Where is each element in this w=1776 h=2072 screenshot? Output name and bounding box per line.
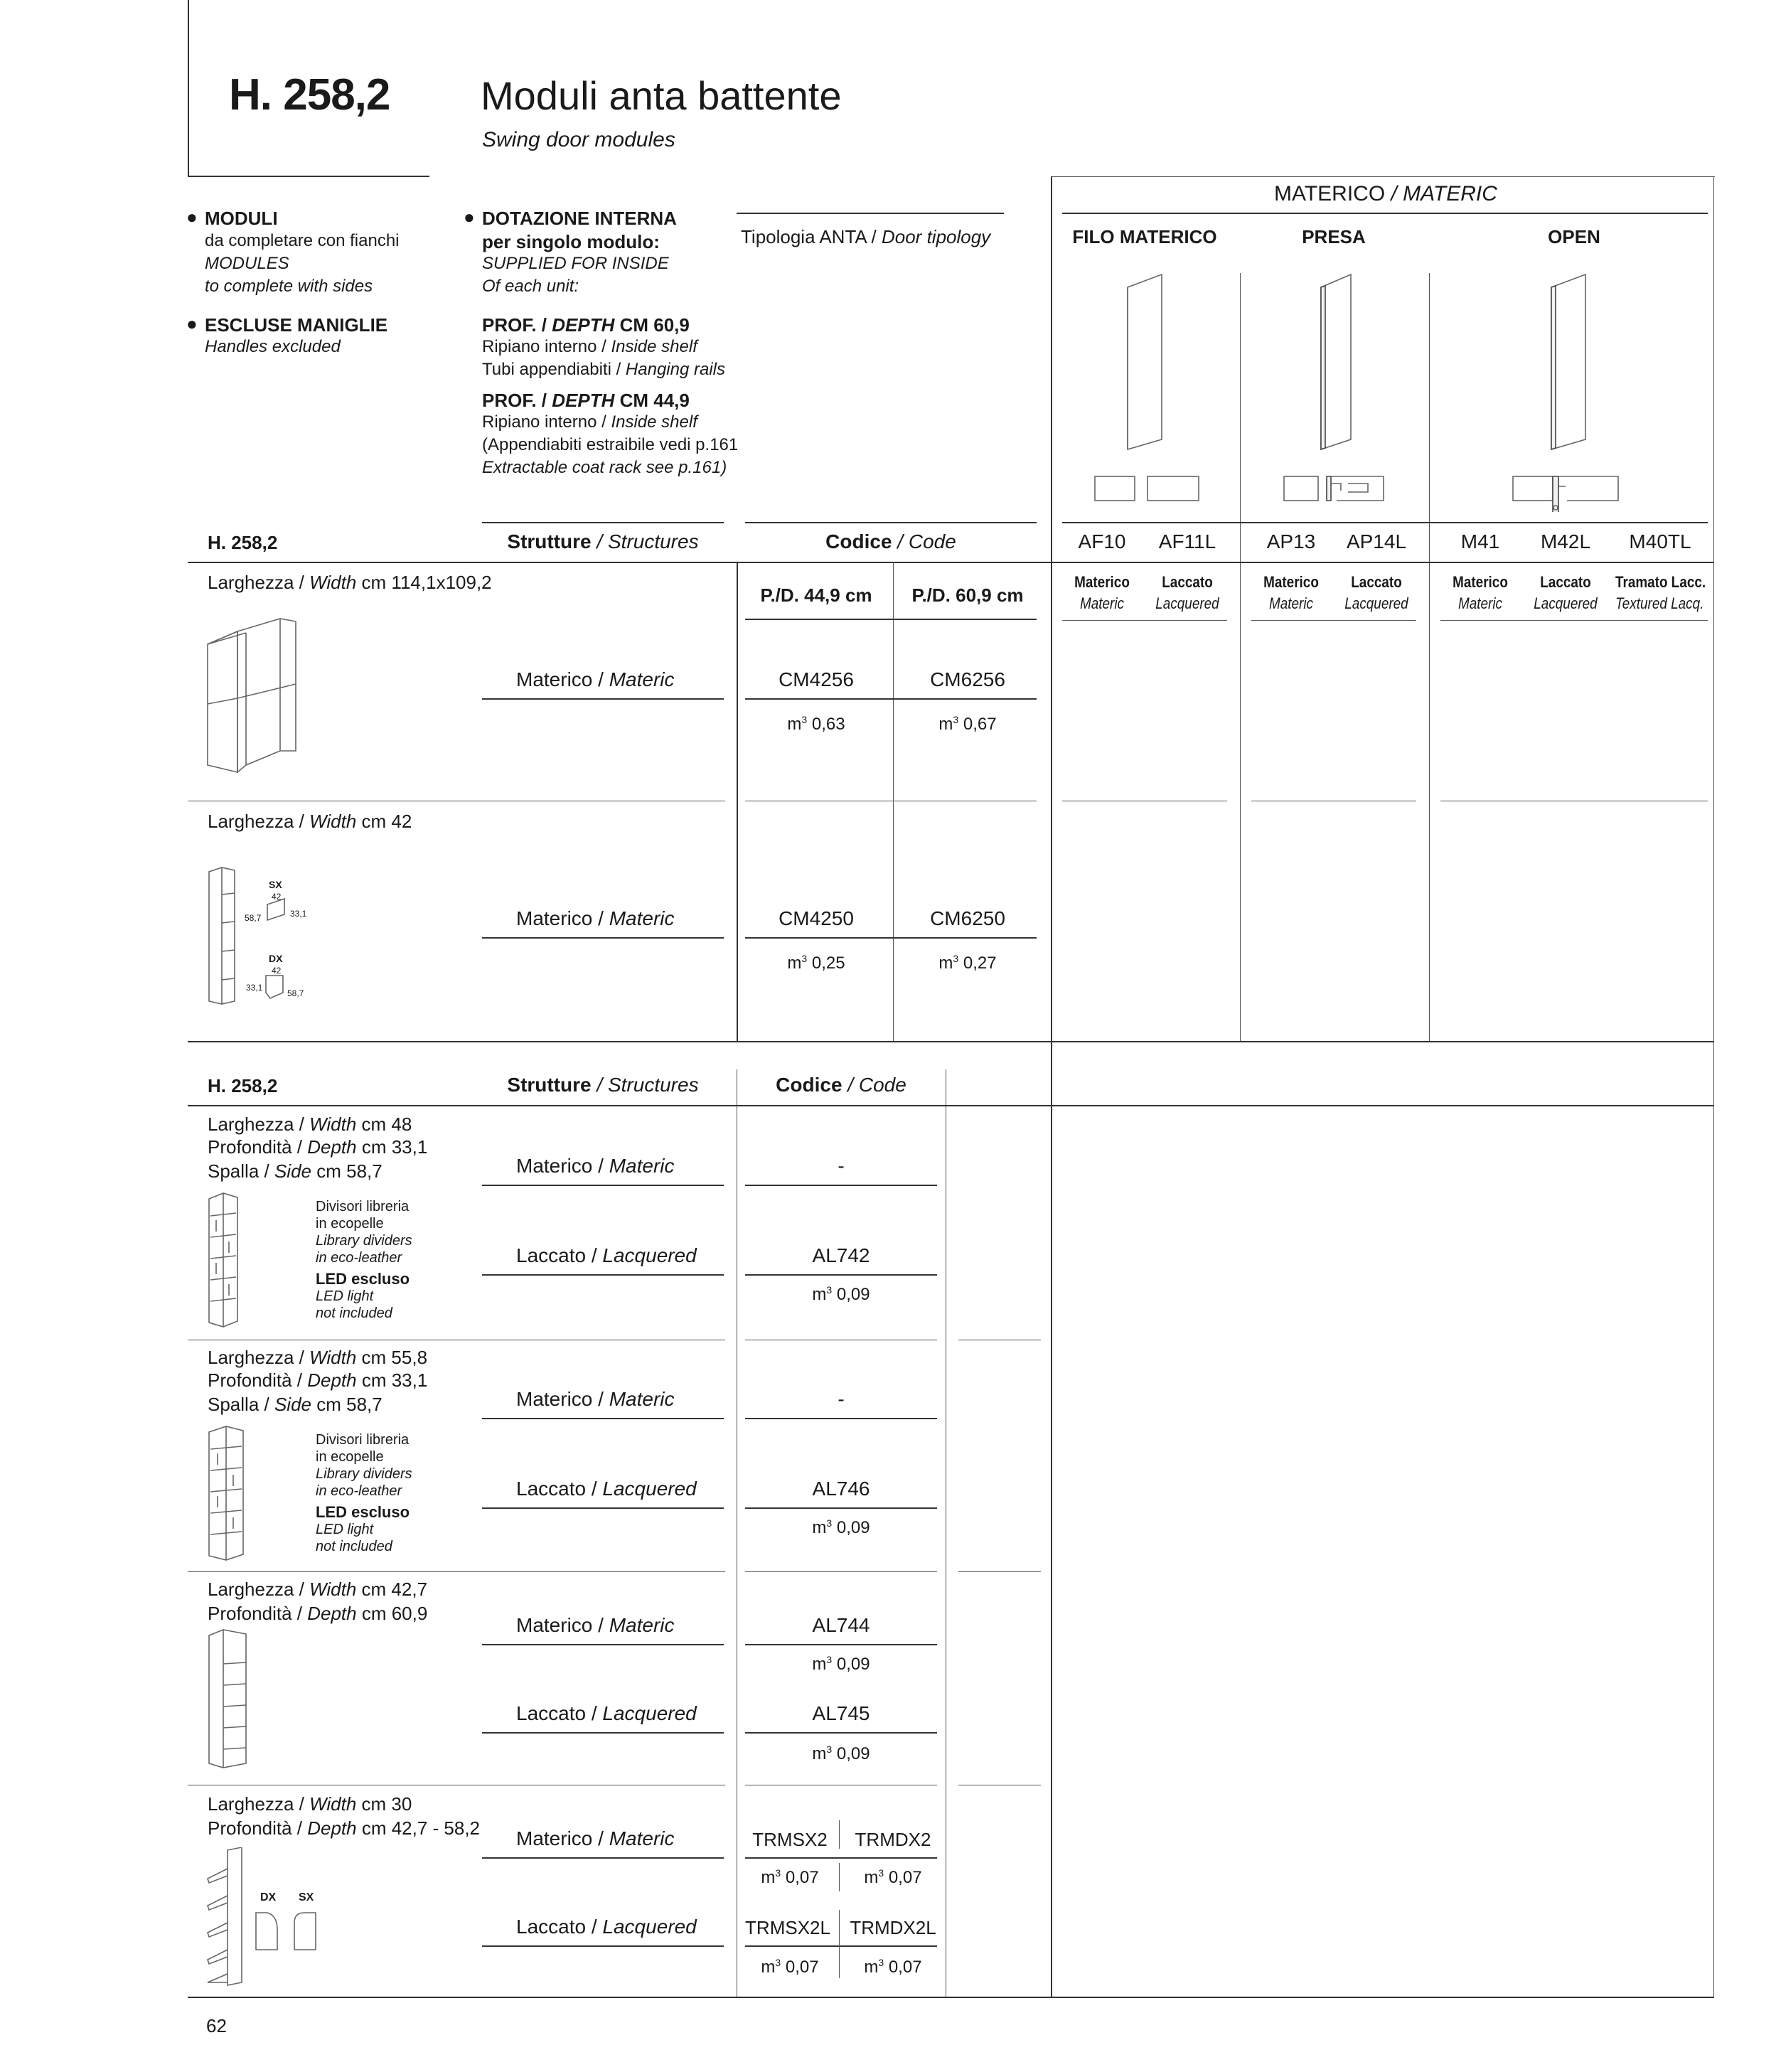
b2-led-l3: not included bbox=[316, 1539, 392, 1554]
t1-bottom bbox=[188, 1041, 1713, 1042]
moduli-line3: to complete with sides bbox=[205, 277, 373, 296]
t1-h-label: H. 258,2 bbox=[208, 532, 278, 553]
prof609-title: PROF. / DEPTH CM 60,9 bbox=[482, 314, 690, 336]
code-m40tl: M40TL bbox=[1629, 530, 1691, 552]
finish-3-en: Lacquered bbox=[1344, 594, 1408, 612]
t1-row1-code-rule bbox=[745, 698, 1037, 700]
t1-row2-structure: Materico / Materic bbox=[516, 907, 675, 929]
t1-row2-vol609: $m^3$ 0,27 bbox=[938, 953, 997, 973]
door-open-drawing bbox=[1512, 270, 1639, 512]
b1-led-l3: not included bbox=[316, 1305, 392, 1321]
t1-row1-vol609: $m^3$ 0,67 bbox=[938, 714, 997, 734]
t1-row1-width: Larghezza / Width cm 114,1x109,2 bbox=[208, 572, 492, 593]
page-title: Moduli anta battente bbox=[481, 73, 842, 118]
finish-4-it: Materico bbox=[1453, 573, 1508, 591]
code-af10: AF10 bbox=[1078, 530, 1126, 552]
b2-mat-rule bbox=[482, 1418, 724, 1419]
diag-dx-331: 33,1 bbox=[246, 983, 263, 993]
b3-lac-vol: $m^3$ 0,09 bbox=[812, 1743, 870, 1763]
b3-mat-code-rule bbox=[745, 1644, 937, 1645]
door-sep-1 bbox=[1240, 273, 1241, 1042]
b2-lac-label: Laccato / Lacquered bbox=[516, 1478, 697, 1500]
finish-2-en: Materic bbox=[1268, 594, 1314, 612]
b3-lac-code-rule bbox=[745, 1732, 937, 1734]
moduli-title: MODULI bbox=[205, 208, 278, 229]
b2-div-l1: Divisori libreria bbox=[316, 1432, 410, 1448]
door-presa-drawing bbox=[1277, 270, 1405, 512]
b2-mat-label: Materico / Materic bbox=[516, 1388, 675, 1410]
b1-led-l1: LED escluso bbox=[316, 1270, 410, 1288]
t1-row2-struct-rule bbox=[482, 937, 724, 939]
b2-lac-code: AL746 bbox=[812, 1478, 870, 1500]
finish-rule-2 bbox=[1251, 620, 1416, 621]
b2-led-l1: LED escluso bbox=[316, 1503, 410, 1521]
page-subtitle: Swing door modules bbox=[482, 128, 675, 151]
moduli-line2: MODULES bbox=[205, 254, 289, 273]
b1-mat-rule bbox=[482, 1185, 724, 1186]
b1-lac-rule bbox=[482, 1274, 724, 1276]
t2-code-header: Codice / Code bbox=[776, 1074, 906, 1096]
b3-mat-rule bbox=[482, 1644, 724, 1645]
b3-bookcase-drawing bbox=[206, 1628, 256, 1771]
t2-h-label: H. 258,2 bbox=[208, 1075, 278, 1096]
materic-group-rule bbox=[1062, 213, 1708, 214]
t1-rule-doors bbox=[1062, 522, 1708, 523]
b4-mat-code-rule bbox=[745, 1857, 937, 1859]
t2-b2-bottom bbox=[188, 1571, 725, 1572]
code-m41: M41 bbox=[1460, 530, 1500, 552]
b3-mat-vol: $m^3$ 0,09 bbox=[812, 1654, 870, 1674]
b4-mat-vol-l: $m^3$ 0,07 bbox=[761, 1867, 819, 1887]
b2-mat-code: - bbox=[838, 1388, 845, 1410]
b3-lac-rule bbox=[482, 1732, 724, 1734]
b1-lac-vol: $m^3$ 0,09 bbox=[812, 1284, 870, 1304]
b4-lac-code-l: TRMSX2L bbox=[745, 1917, 830, 1938]
b1-led-l2: LED light bbox=[316, 1288, 374, 1304]
b4-line1: Larghezza / Width cm 30 bbox=[208, 1793, 412, 1815]
escluse-title: ESCLUSE MANIGLIE bbox=[205, 314, 388, 336]
door-frame-right bbox=[1713, 176, 1714, 1998]
b2-div-l4: in eco-leather bbox=[316, 1483, 402, 1499]
finish-0-en: Materic bbox=[1079, 594, 1125, 612]
t1-row1-code609: CM6256 bbox=[930, 668, 1005, 690]
t2-bottom bbox=[188, 1997, 1713, 1998]
b4-mat-label: Materico / Materic bbox=[516, 1827, 675, 1849]
header-bottom-rule bbox=[188, 176, 429, 177]
b4-terminal-drawing bbox=[203, 1847, 253, 1987]
dotazione-line1: per singolo modulo: bbox=[482, 231, 660, 252]
finish-2-it: Materico bbox=[1263, 573, 1319, 591]
b1-div-l3: Library dividers bbox=[316, 1233, 412, 1249]
prof449-line2: (Appendiabiti estraibile vedi p.161 bbox=[482, 435, 739, 454]
b4-lac-divider bbox=[839, 1910, 840, 1978]
b2-div-l3: Library dividers bbox=[316, 1466, 412, 1482]
t1-row1-structure: Materico / Materic bbox=[516, 668, 675, 690]
bullet: ● bbox=[186, 313, 198, 334]
b4-mat-code-l: TRMSX2 bbox=[752, 1829, 828, 1850]
door-frame-left bbox=[1051, 176, 1052, 1998]
diag-sx-331: 33,1 bbox=[290, 909, 307, 919]
b2-line1: Larghezza / Width cm 55,8 bbox=[208, 1347, 428, 1368]
b2-line3: Spalla / Side cm 58,7 bbox=[208, 1394, 383, 1415]
diag-dx: DX bbox=[269, 953, 283, 964]
t1-row2-code449: CM4250 bbox=[779, 907, 854, 929]
t1-row2-width: Larghezza / Width cm 42 bbox=[208, 811, 412, 832]
dotazione-title: DOTAZIONE INTERNA bbox=[482, 208, 677, 229]
t1-code-mid bbox=[893, 562, 894, 1042]
b2-line2: Profondità / Depth cm 33,1 bbox=[208, 1369, 428, 1391]
finish-rule-1 bbox=[1062, 620, 1227, 621]
moduli-line1: da completare con fianchi bbox=[205, 231, 400, 250]
b3-line1: Larghezza / Width cm 42,7 bbox=[208, 1579, 428, 1600]
b4-lac-vol-l: $m^3$ 0,07 bbox=[761, 1957, 819, 1977]
prof449-line1: Ripiano interno / Inside shelf bbox=[482, 412, 697, 432]
b1-lac-code-rule bbox=[745, 1274, 937, 1276]
t2-b2-bottom-code bbox=[745, 1571, 937, 1572]
b1-mat-code: - bbox=[838, 1155, 845, 1177]
t1-row2-code609: CM6250 bbox=[930, 907, 1005, 929]
b1-library-drawing bbox=[206, 1192, 249, 1328]
b1-div-l4: in eco-leather bbox=[316, 1250, 402, 1266]
escluse-line1: Handles excluded bbox=[205, 337, 341, 356]
t1-row1-code449: CM4256 bbox=[779, 668, 854, 690]
t1-row2-vol449: $m^3$ 0,25 bbox=[787, 953, 845, 973]
b3-mat-code: AL744 bbox=[812, 1614, 870, 1636]
finish-6-en: Textured Lacq. bbox=[1615, 594, 1704, 612]
b4-lac-label: Laccato / Lacquered bbox=[516, 1916, 697, 1938]
b2-lac-vol: $m^3$ 0,09 bbox=[812, 1517, 870, 1537]
header-left-rule bbox=[188, 0, 189, 176]
t1-row1-vol449: $m^3$ 0,63 bbox=[787, 714, 845, 734]
t2-header-bottom bbox=[188, 1105, 1713, 1106]
b1-mat-label: Materico / Materic bbox=[516, 1155, 675, 1177]
t1-depth-rule bbox=[745, 619, 1037, 620]
b1-lac-code: AL742 bbox=[812, 1244, 870, 1266]
prof449-line3: Extractable coat rack see p.161) bbox=[482, 458, 727, 477]
t1-depth-449: P./D. 44,9 cm bbox=[760, 584, 872, 606]
door-filo-drawing bbox=[1088, 270, 1216, 512]
t1-header-bottom bbox=[188, 562, 1713, 563]
door-col-open: OPEN bbox=[1548, 226, 1600, 247]
b4-mat-vol-r: $m^3$ 0,07 bbox=[864, 1867, 922, 1887]
b4-lac-code-r: TRMDX2L bbox=[850, 1917, 936, 1938]
b1-div-l2: in ecopelle bbox=[316, 1216, 384, 1232]
diag-sx: SX bbox=[269, 879, 282, 890]
door-type-label: Tipologia ANTA / Door tipology bbox=[741, 226, 991, 247]
diag-sx-587: 58,7 bbox=[245, 913, 262, 923]
dotazione-line2: SUPPLIED FOR INSIDE bbox=[482, 254, 669, 273]
b4-lac-code-rule bbox=[745, 1945, 937, 1947]
finish-5-it: Laccato bbox=[1540, 573, 1591, 591]
b2-lac-code-rule bbox=[745, 1507, 937, 1509]
code-ap14l: AP14L bbox=[1346, 530, 1407, 552]
finish-1-en: Lacquered bbox=[1155, 594, 1219, 612]
t1-structures-header: Strutture / Structures bbox=[507, 530, 699, 552]
t1-row1-struct-rule bbox=[482, 698, 724, 700]
b4-line2: Profondità / Depth cm 42,7 - 58,2 bbox=[208, 1817, 481, 1839]
b1-lac-label: Laccato / Lacquered bbox=[516, 1244, 697, 1266]
b4-mat-rule bbox=[482, 1857, 724, 1859]
finish-1-it: Laccato bbox=[1162, 573, 1213, 591]
b1-line2: Profondità / Depth cm 33,1 bbox=[208, 1136, 428, 1158]
finish-3-it: Laccato bbox=[1351, 573, 1402, 591]
b4-dx-label: DX bbox=[260, 1891, 277, 1903]
door-col-filo: FILO MATERICO bbox=[1072, 226, 1217, 247]
t2-structures-header: Strutture / Structures bbox=[507, 1074, 699, 1096]
b4-sx-label: SX bbox=[299, 1891, 314, 1903]
b3-lac-code: AL745 bbox=[812, 1702, 870, 1724]
b1-line3: Spalla / Side cm 58,7 bbox=[208, 1160, 383, 1182]
b3-lac-label: Laccato / Lacquered bbox=[516, 1702, 697, 1724]
t1-row2-code-rule bbox=[745, 937, 1037, 939]
b2-lac-rule bbox=[482, 1507, 724, 1509]
b2-led-l2: LED light bbox=[316, 1522, 374, 1537]
t2-b2-bottom-extra bbox=[958, 1571, 1041, 1572]
finish-0-it: Materico bbox=[1074, 573, 1130, 591]
t1-rule-code bbox=[745, 522, 1037, 523]
b4-lac-vol-r: $m^3$ 0,07 bbox=[864, 1957, 922, 1977]
prof609-line1: Ripiano interno / Inside shelf bbox=[482, 337, 697, 356]
finish-rule-3 bbox=[1440, 620, 1708, 621]
prof609-line2: Tubi appendiabiti / Hanging rails bbox=[482, 360, 725, 379]
t1-rule-struct bbox=[482, 522, 724, 523]
b3-line2: Profondità / Depth cm 60,9 bbox=[208, 1603, 428, 1624]
b4-lac-rule bbox=[482, 1945, 724, 1947]
door-type-rule bbox=[737, 213, 1004, 214]
b4-plan-drawing bbox=[253, 1908, 324, 1965]
page-number: 62 bbox=[206, 2015, 227, 2036]
b2-div-l2: in ecopelle bbox=[316, 1449, 384, 1465]
finish-6-it: Tramato Lacc. bbox=[1615, 573, 1706, 591]
finish-5-en: Lacquered bbox=[1534, 594, 1598, 612]
b4-mat-code-r: TRMDX2 bbox=[855, 1829, 931, 1850]
code-ap13: AP13 bbox=[1266, 530, 1316, 552]
finish-4-en: Materic bbox=[1457, 594, 1503, 612]
dotazione-line3: Of each unit: bbox=[482, 277, 579, 296]
t1-code-left bbox=[737, 562, 738, 1042]
prof449-title: PROF. / DEPTH CM 44,9 bbox=[482, 390, 690, 411]
code-m42l: M42L bbox=[1540, 530, 1591, 552]
b4-mat-divider bbox=[839, 1820, 840, 1849]
corner-module-drawing bbox=[203, 616, 310, 779]
t1-depth-609: P./D. 60,9 cm bbox=[911, 584, 1024, 606]
b2-library-drawing bbox=[206, 1425, 256, 1561]
materic-group-title: MATERICO / MATERIC bbox=[1274, 182, 1497, 205]
b1-div-l1: Divisori libreria bbox=[316, 1199, 410, 1214]
door-col-presa: PRESA bbox=[1302, 226, 1366, 247]
bullet: ● bbox=[464, 206, 475, 228]
b3-mat-label: Materico / Materic bbox=[516, 1614, 675, 1636]
door-frame-top bbox=[1051, 176, 1715, 177]
code-af11l: AF11L bbox=[1158, 530, 1216, 552]
b1-line1: Larghezza / Width cm 48 bbox=[208, 1114, 412, 1135]
diag-dx-42: 42 bbox=[272, 966, 282, 976]
height-label: H. 258,2 bbox=[229, 70, 390, 119]
b2-mat-code-rule bbox=[745, 1418, 937, 1419]
door-sep-2 bbox=[1429, 273, 1430, 1042]
diag-sx-42: 42 bbox=[272, 892, 282, 902]
t1-code-header: Codice / Code bbox=[825, 530, 956, 552]
bullet: ● bbox=[186, 206, 198, 228]
diag-dx-587: 58,7 bbox=[287, 988, 304, 998]
b1-mat-code-rule bbox=[745, 1185, 937, 1186]
b4-mat-divider-2 bbox=[839, 1863, 840, 1891]
